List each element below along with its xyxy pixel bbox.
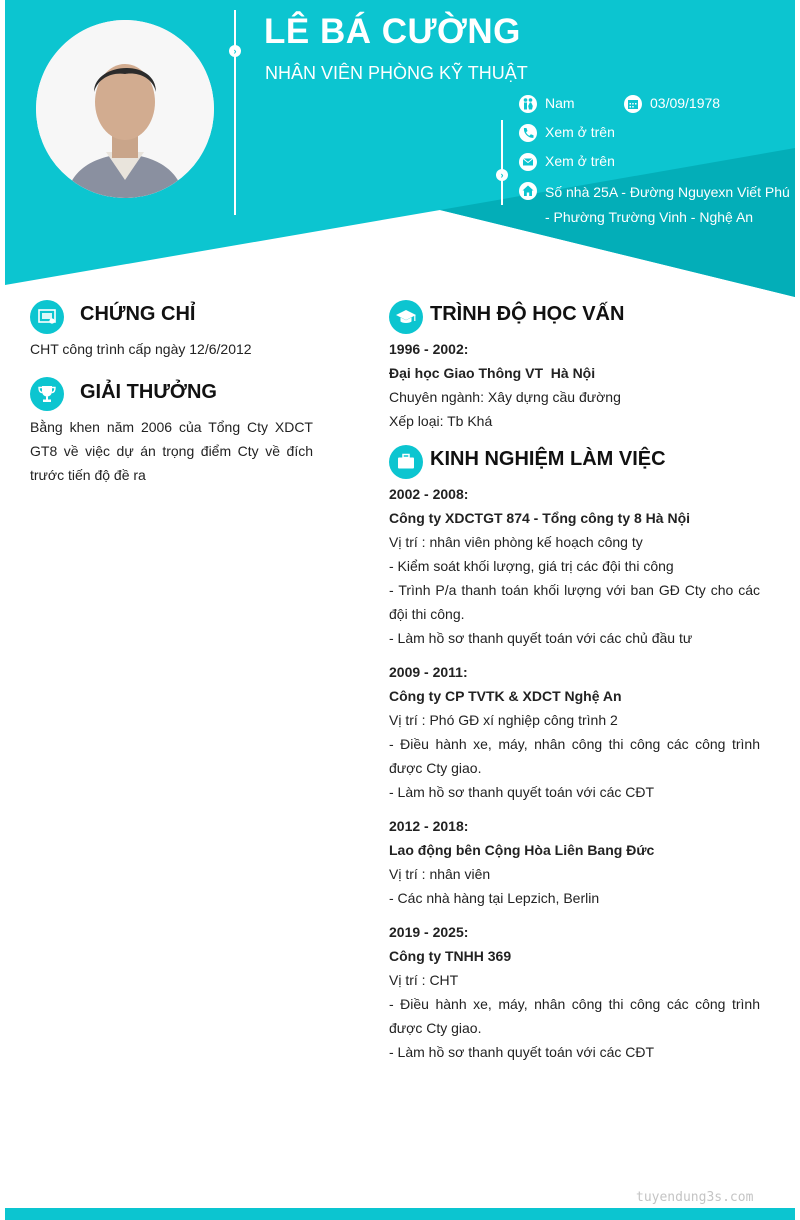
home-icon xyxy=(519,182,537,200)
job-duty: - Các nhà hàng tại Lepzich, Berlin xyxy=(389,890,600,906)
job-position: Vị trí : Phó GĐ xí nghiệp công trình 2 xyxy=(389,712,618,728)
header-divider-line xyxy=(234,10,236,215)
job-period: 2009 - 2011: xyxy=(389,664,468,680)
job-duty: - Trình P/a thanh toán khối lượng với ban GĐ Cty cho các đội thi công. xyxy=(389,582,760,622)
awards-title: GIẢI THƯỞNG xyxy=(80,381,217,403)
job-duty: - Làm hồ sơ thanh quyết toán với các CĐT xyxy=(389,784,655,800)
chevron-right-icon: › xyxy=(229,45,241,57)
job-duty: - Điều hành xe, máy, nhân công thi công các công trình được Cty giao. xyxy=(389,996,760,1036)
candidate-name: LÊ BÁ CƯỜNG xyxy=(264,12,521,51)
job-duty: - Làm hồ sơ thanh quyết toán với các CĐT xyxy=(389,1044,655,1060)
email-value: Xem ở trên xyxy=(545,153,615,169)
certificates-text: CHT công trình cấp ngày 12/6/2012 xyxy=(30,341,252,357)
education-grade: Xếp loại: Tb Khá xyxy=(389,413,493,429)
phone-value: Xem ở trên xyxy=(545,124,615,140)
graduation-cap-icon xyxy=(389,300,423,334)
chevron-right-icon: › xyxy=(496,169,508,181)
job-position: Vị trí : nhân viên xyxy=(389,866,491,882)
certificate-icon xyxy=(30,300,64,334)
job-duty: - Kiểm soát khối lượng, giá trị các đội thi công xyxy=(389,558,674,574)
job-period: 2019 - 2025: xyxy=(389,924,469,940)
watermark: tuyendung3s.com xyxy=(636,1190,754,1205)
phone-icon xyxy=(519,124,537,142)
person-icon xyxy=(36,20,214,198)
job-entry xyxy=(389,482,760,650)
job-period: 2002 - 2008: xyxy=(389,486,469,502)
gender-value: Nam xyxy=(545,95,575,111)
job-company: Công ty XDCTGT 874 - Tổng công ty 8 Hà Nội xyxy=(389,510,691,526)
education-period: 1996 - 2002: xyxy=(389,341,469,357)
certificates-title: CHỨNG CHỈ xyxy=(80,303,196,325)
job-duty: - Điều hành xe, máy, nhân công thi công các công trình được Cty giao. xyxy=(389,736,760,776)
job-entry xyxy=(389,814,760,910)
profile-photo xyxy=(36,20,214,198)
job-period: 2012 - 2018: xyxy=(389,818,469,834)
experience-title: KINH NGHIỆM LÀM VIỆC xyxy=(430,448,666,470)
footer-bar xyxy=(5,1208,795,1220)
education-school: Đại học Giao Thông VT Hà Nội xyxy=(389,365,596,381)
job-company: Lao động bên Cộng Hòa Liên Bang Đức xyxy=(389,842,655,858)
awards-text: Bằng khen năm 2006 của Tổng Cty XDCT GT8 về việc dự án trọng điểm Cty về đích trước tiến độ đề ra xyxy=(30,419,313,483)
calendar-icon xyxy=(624,95,642,113)
job-position: Vị trí : nhân viên phòng kế hoạch công ty xyxy=(389,534,643,550)
job-company: Công ty CP TVTK & XDCT Nghệ An xyxy=(389,688,622,704)
job-entry xyxy=(389,660,760,804)
address-value: Số nhà 25A - Đường Nguyexn Viết Phú - Phường Trường Vinh - Nghệ An xyxy=(545,184,790,225)
trophy-icon xyxy=(30,377,64,411)
job-entry xyxy=(389,920,760,1064)
contact-divider-line xyxy=(501,120,503,205)
job-company: Công ty TNHH 369 xyxy=(389,948,512,964)
birthdate-value: 03/09/1978 xyxy=(650,95,721,111)
briefcase-icon xyxy=(389,445,423,479)
candidate-role: NHÂN VIÊN PHÒNG KỸ THUẬT xyxy=(265,63,528,83)
email-icon xyxy=(519,153,537,171)
job-position: Vị trí : CHT xyxy=(389,972,459,988)
education-title: TRÌNH ĐỘ HỌC VẤN xyxy=(430,303,625,325)
gender-icon xyxy=(519,95,537,113)
education-major: Chuyên ngành: Xây dựng cầu đường xyxy=(389,389,621,405)
job-duty: - Làm hồ sơ thanh quyết toán với các chủ đầu tư xyxy=(389,630,693,646)
